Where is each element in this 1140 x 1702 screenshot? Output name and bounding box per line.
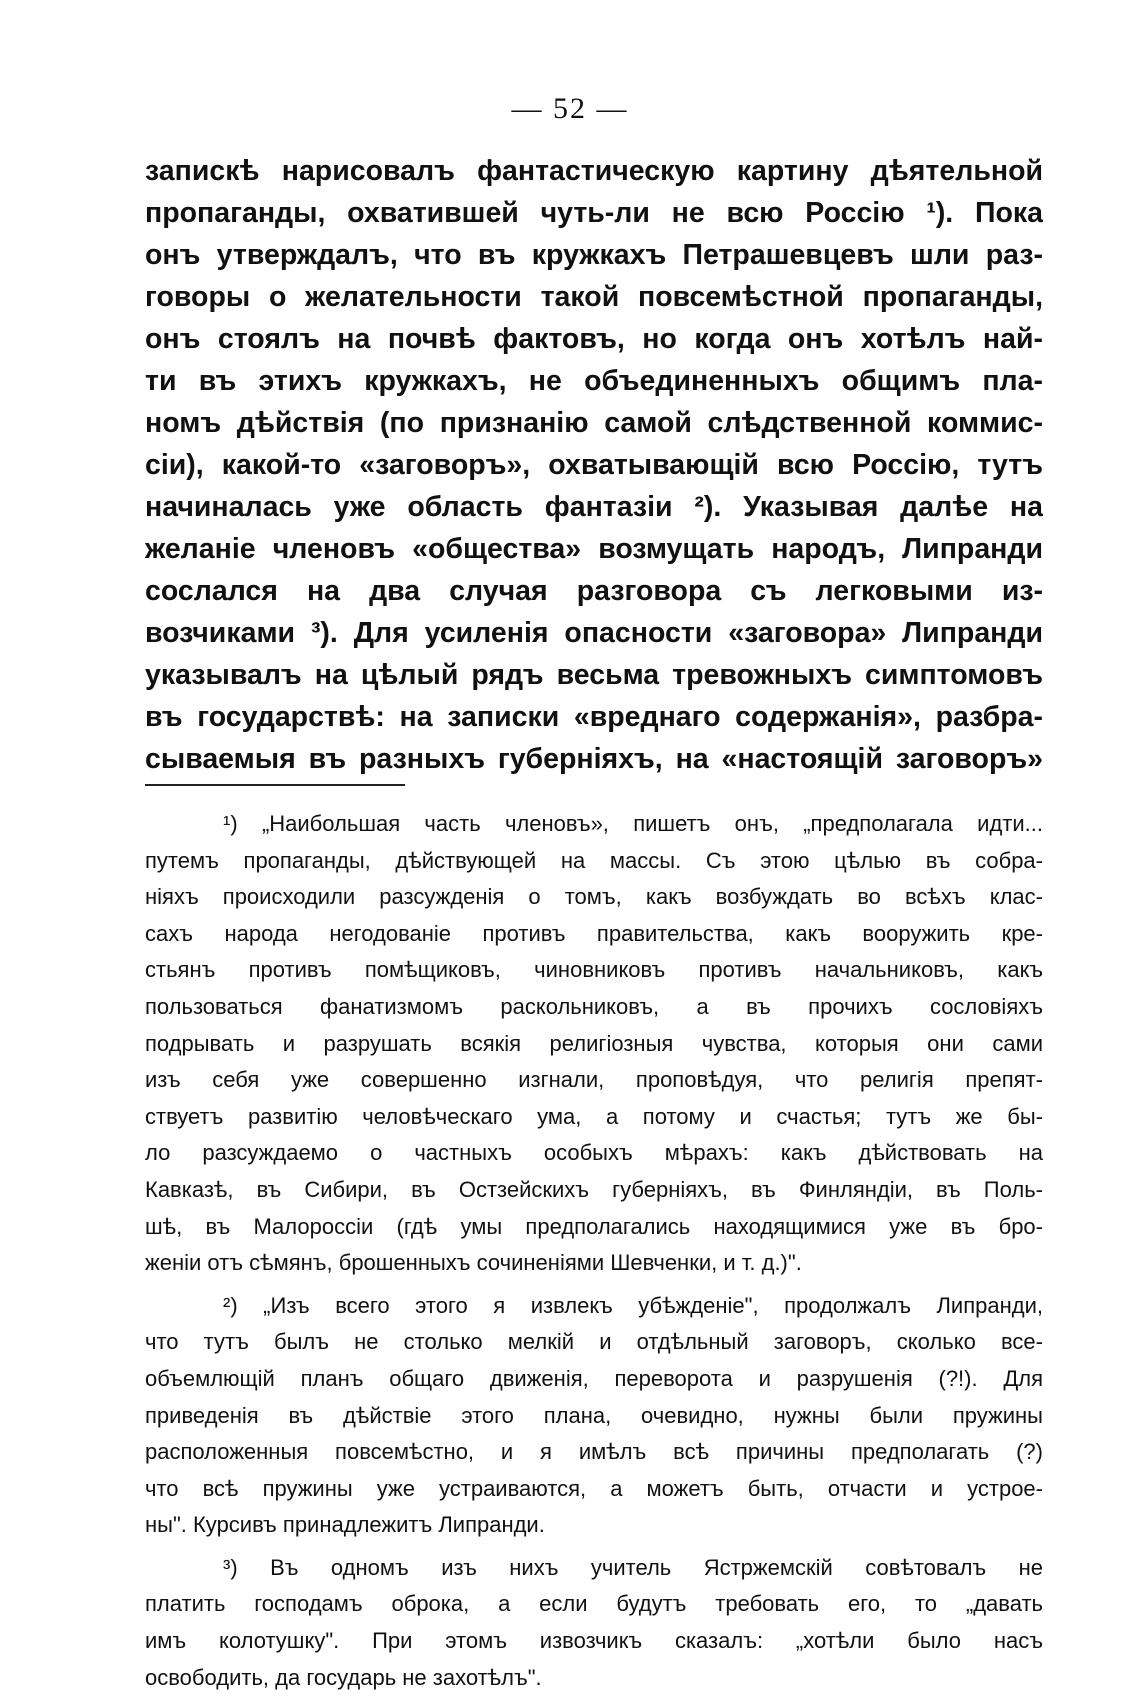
footnote-line: женiи отъ сѣмянъ, брошенныхъ сочиненiями Шевченки, и т. д.)". — [145, 1250, 802, 1276]
main-text-line: номъ дѣйствiя (по признанiю самой слѣдственной коммис- — [145, 407, 1043, 439]
page-number: — 52 — — [511, 92, 629, 125]
main-text-line: въ государствѣ: на записки «вреднаго содержанiя», разбра- — [145, 701, 1043, 733]
main-text-line: возчиками ³). Для усиленiя опасности «заговора» Липранди — [145, 617, 1043, 649]
footnote-line: объемлющiй планъ общаго движенiя, переворота и разрушенiя (?!). Для — [145, 1365, 1043, 1391]
footnote-line: путемъ пропаганды, дѣйствующей на массы. Съ этою цѣлью въ собра- — [145, 847, 1043, 873]
footnote-line: нiяхъ происходили разсужденiя о томъ, какъ возбуждать во всѣхъ клас- — [145, 884, 1043, 910]
footnotes — [145, 806, 1043, 1696]
main-text-line: говоры о желательности такой повсемѣстной пропаганды, — [145, 281, 1043, 313]
main-text-line: сываемыя въ разныхъ губернiяхъ, на «настоящiй заговоръ» — [145, 743, 1043, 775]
footnote-line: ³) Въ одномъ изъ нихъ учитель Ястржемскiй совѣтовалъ не — [223, 1554, 1043, 1580]
footnote-line: ло разсуждаемо о частныхъ особыхъ мѣрахъ: какъ дѣйствовать на — [145, 1140, 1043, 1166]
main-text-line: ти въ этихъ кружкахъ, не объединенныхъ общимъ пла- — [145, 365, 1043, 397]
main-text-line: указывалъ на цѣлый рядъ весьма тревожныхъ симптомовъ — [145, 659, 1043, 691]
main-text-line: запискѣ нарисовалъ фантастическую картину дѣятельной — [145, 155, 1043, 187]
footnote-line: имъ колотушку". При этомъ извозчикъ сказалъ: „хотѣли было насъ — [145, 1628, 1043, 1654]
footnote-line: платить господамъ оброка, а если будутъ требовать его, то „давать — [145, 1591, 1043, 1617]
footnote-line: подрывать и разрушать всякiя религiозныя чувства, которыя они сами — [145, 1030, 1043, 1056]
main-text-line: пропаганды, охватившей чуть-ли не всю Россiю ¹). Пока — [145, 197, 1043, 229]
main-text-line: онъ стоялъ на почвѣ фактовъ, но когда онъ хотѣлъ най- — [145, 323, 1043, 355]
main-text-line: желанiе членовъ «общества» возмущать народъ, Липранди — [145, 533, 1043, 565]
footnote-line: пользоваться фанатизмомъ раскольниковъ, а въ прочихъ сословiяхъ — [145, 993, 1043, 1019]
footnote-line: расположенныя повсемѣстно, и я имѣлъ всѣ причины предполагать (?) — [145, 1439, 1043, 1465]
footnote-line: стьянъ противъ помѣщиковъ, чиновниковъ противъ начальниковъ, какъ — [145, 957, 1043, 983]
footnote-line: ствуетъ развитiю человѣческаго ума, а потому и счастья; тутъ же бы- — [145, 1103, 1043, 1129]
footnote-2 — [145, 1288, 1043, 1544]
footnote-line: Кавказѣ, въ Сибири, въ Остзейскихъ губернiяхъ, въ Финляндiи, въ Поль- — [145, 1176, 1043, 1202]
main-text-line: сослался на два случая разговора съ легковыми из- — [145, 575, 1043, 607]
footnote-line: приведенiя въ дѣйствiе этого плана, очевидно, нужны были пружины — [145, 1402, 1043, 1428]
footnote-line: что всѣ пружины уже устраиваются, а можетъ быть, отчасти и устрое- — [145, 1475, 1043, 1501]
footnote-3 — [145, 1550, 1043, 1696]
footnote-line: шѣ, въ Малороссiи (гдѣ умы предполагались находящимися уже въ бро- — [145, 1213, 1043, 1239]
footnote-line: сахъ народа негодованiе противъ правительства, какъ вооружить кре- — [145, 920, 1043, 946]
footnote-line: ¹) „Наибольшая часть членовъ», пишетъ онъ, „предполагала идти... — [223, 811, 1043, 836]
footnote-line: ны". Курсивъ принадлежитъ Липранди. — [145, 1512, 545, 1538]
footnote-line: изъ себя уже совершенно изгнали, проповѣдуя, что религiя препят- — [145, 1067, 1043, 1093]
footnote-line: ²) „Изъ всего этого я извлекъ убѣжденiе", продолжалъ Липранди, — [223, 1292, 1043, 1318]
main-text — [145, 150, 1043, 780]
footnote-line: освободить, да государь не захотѣлъ". — [145, 1664, 542, 1690]
main-text-line: сiи), какой-то «заговоръ», охватывающiй всю Россiю, тутъ — [145, 449, 1043, 481]
footnote-line: что тутъ былъ не столько мелкiй и отдѣльный заговоръ, сколько все- — [145, 1329, 1043, 1355]
main-text-line: начиналась уже область фантазiи ²). Указывая далѣе на — [145, 491, 1043, 523]
main-text-line: онъ утверждалъ, что въ кружкахъ Петрашевцевъ шли раз- — [145, 239, 1043, 271]
footnote-1 — [145, 806, 1043, 1282]
footnote-separator — [145, 784, 405, 786]
